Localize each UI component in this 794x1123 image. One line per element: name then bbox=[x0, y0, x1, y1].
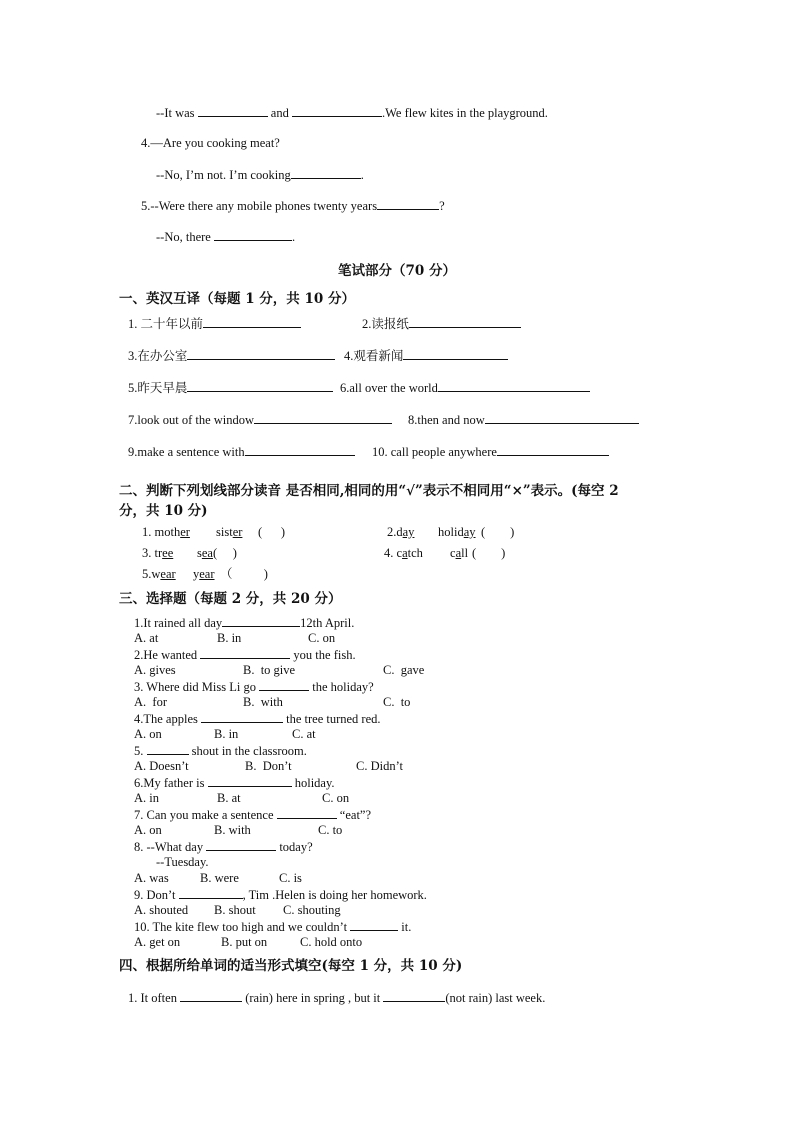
phonics-word: 4. catch bbox=[384, 546, 423, 560]
mc-question: 4.The apples the tree turned red. bbox=[134, 712, 381, 726]
section-1-heading: 一、英汉互译（每题 1 分，共 10 分） bbox=[119, 291, 355, 307]
mc-question: 8. --What day today? bbox=[134, 840, 313, 854]
translate-item: 5.昨天早晨 bbox=[128, 379, 333, 396]
option[interactable]: C. shouting bbox=[283, 903, 341, 917]
translate-item: 6.all over the world bbox=[340, 379, 590, 396]
option[interactable]: A. shouted bbox=[134, 903, 189, 917]
option[interactable]: C. on bbox=[308, 631, 336, 645]
translate-item: 3.在办公室 bbox=[128, 347, 335, 364]
answer-paren[interactable]: ( ) bbox=[213, 546, 237, 560]
blank[interactable] bbox=[245, 443, 355, 456]
phonics-word: sister bbox=[216, 525, 243, 539]
blank[interactable] bbox=[403, 347, 508, 360]
phonics-word: 1. mother bbox=[142, 525, 190, 539]
phonics-word: call bbox=[450, 546, 469, 560]
phonics-word: 3. tree bbox=[142, 546, 174, 560]
answer-paren[interactable]: ( ) bbox=[481, 525, 515, 539]
mc-question: 5. shout in the classroom. bbox=[134, 744, 307, 758]
blank[interactable] bbox=[383, 989, 445, 1002]
blank[interactable] bbox=[485, 411, 639, 424]
option[interactable]: A. was bbox=[134, 871, 169, 885]
option[interactable]: C. at bbox=[292, 727, 316, 741]
option[interactable]: B. put on bbox=[221, 935, 268, 949]
blank[interactable] bbox=[350, 918, 398, 931]
q5-answer-line: --No, there . bbox=[156, 230, 296, 244]
mc-question: 10. The kite flew too high and we couldn’t it. bbox=[134, 920, 412, 934]
option[interactable]: B. to give bbox=[243, 663, 296, 677]
blank[interactable] bbox=[200, 646, 290, 659]
section-2-heading-line2: 分，共 10 分) bbox=[119, 503, 208, 519]
blank[interactable] bbox=[222, 614, 300, 627]
phonics-word: holiday bbox=[438, 525, 476, 539]
option[interactable]: C. gave bbox=[383, 663, 425, 677]
option[interactable]: A. get on bbox=[134, 935, 181, 949]
mc-answer-line: --Tuesday. bbox=[156, 855, 209, 869]
blank[interactable] bbox=[201, 710, 283, 723]
section-4-heading: 四、根据所给单词的适当形式填空(每空 1 分，共 10 分) bbox=[119, 958, 463, 974]
section-2-heading-line1: 二、判断下列划线部分读音 是否相同,相同的用“√”表示不相同用“×”表示。(每空 2 bbox=[119, 483, 619, 499]
option[interactable]: C. hold onto bbox=[300, 935, 363, 949]
translate-item: 8.then and now bbox=[408, 411, 639, 428]
blank[interactable] bbox=[198, 104, 268, 117]
fill-question: 1. It often (rain) here in spring , but it (not rain) last week. bbox=[128, 991, 546, 1005]
mc-question: 7. Can you make a sentence “eat”? bbox=[134, 808, 372, 822]
blank[interactable] bbox=[180, 989, 242, 1002]
option[interactable]: A. Doesn’t bbox=[134, 759, 189, 773]
mc-question: 6.My father is holiday. bbox=[134, 776, 335, 790]
blank[interactable] bbox=[187, 347, 335, 360]
blank[interactable] bbox=[497, 443, 609, 456]
option[interactable]: A. at bbox=[134, 631, 159, 645]
mc-question: 2.He wanted you the fish. bbox=[134, 648, 356, 662]
phonics-word: sea bbox=[197, 546, 213, 560]
section-3-heading: 三、选择题（每题 2 分，共 20 分） bbox=[119, 591, 342, 607]
translate-item: 10. call people anywhere bbox=[372, 443, 609, 460]
translate-item: 9.make a sentence with bbox=[128, 443, 355, 460]
q5-question: 5.--Were there any mobile phones twenty years ? bbox=[141, 199, 445, 213]
blank[interactable] bbox=[147, 742, 189, 755]
blank[interactable] bbox=[254, 411, 392, 424]
blank[interactable] bbox=[291, 166, 361, 179]
phonics-word: 5.wear bbox=[142, 567, 176, 581]
phonics-word: year bbox=[193, 567, 215, 581]
blank[interactable] bbox=[277, 806, 337, 819]
blank[interactable] bbox=[409, 315, 521, 328]
option[interactable]: B. in bbox=[217, 631, 242, 645]
option[interactable]: A. for bbox=[134, 695, 167, 709]
translate-item: 2.读报纸 bbox=[362, 315, 521, 332]
blank[interactable] bbox=[292, 104, 382, 117]
mc-question: 3. Where did Miss Li go the holiday? bbox=[134, 680, 374, 694]
blank[interactable] bbox=[179, 886, 243, 899]
mc-question: 1.It rained all day 12th April. bbox=[134, 616, 355, 630]
option[interactable]: B. at bbox=[217, 791, 241, 805]
answer-paren[interactable]: ( ) bbox=[258, 525, 286, 539]
option[interactable]: B. shout bbox=[214, 903, 256, 917]
option[interactable]: A. gives bbox=[134, 663, 176, 677]
translate-item: 4.观看新闻 bbox=[344, 347, 508, 364]
mc-question: 9. Don’t , Tim .Helen is doing her homework. bbox=[134, 888, 427, 902]
option[interactable]: C. on bbox=[322, 791, 350, 805]
option[interactable]: A. on bbox=[134, 823, 162, 837]
blank[interactable] bbox=[208, 774, 292, 787]
q4-question: 4.—Are you cooking meat? bbox=[141, 136, 280, 150]
option[interactable]: C. Didn’t bbox=[356, 759, 403, 773]
answer-paren[interactable]: （ ) bbox=[220, 567, 268, 581]
answer-paren[interactable]: ( ) bbox=[472, 546, 506, 560]
option[interactable]: B. in bbox=[214, 727, 239, 741]
option[interactable]: C. to bbox=[383, 695, 411, 709]
option[interactable]: A. on bbox=[134, 727, 162, 741]
option[interactable]: B. with bbox=[214, 823, 251, 837]
translate-item: 7.look out of the window bbox=[128, 411, 392, 428]
option[interactable]: C. is bbox=[279, 871, 302, 885]
option[interactable]: B. with bbox=[243, 695, 283, 709]
blank[interactable] bbox=[203, 315, 301, 328]
q4-answer-line: --No, I’m not. I’m cooking . bbox=[156, 168, 364, 182]
blank[interactable] bbox=[438, 379, 590, 392]
option[interactable]: B. were bbox=[200, 871, 239, 885]
q3-answer-line: --It was and .We flew kites in the playground. bbox=[156, 106, 548, 120]
blank[interactable] bbox=[206, 838, 276, 851]
option[interactable]: C. to bbox=[318, 823, 343, 837]
blank[interactable] bbox=[187, 379, 333, 392]
blank[interactable] bbox=[214, 228, 292, 241]
option[interactable]: B. Don’t bbox=[245, 759, 292, 773]
translate-item: 1. 二十年以前 bbox=[128, 315, 301, 332]
phonics-word: 2.day bbox=[387, 525, 415, 539]
option[interactable]: A. in bbox=[134, 791, 159, 805]
blank[interactable] bbox=[377, 197, 439, 210]
written-section-title: 笔试部分（70 分） bbox=[338, 263, 456, 279]
blank[interactable] bbox=[259, 678, 309, 691]
